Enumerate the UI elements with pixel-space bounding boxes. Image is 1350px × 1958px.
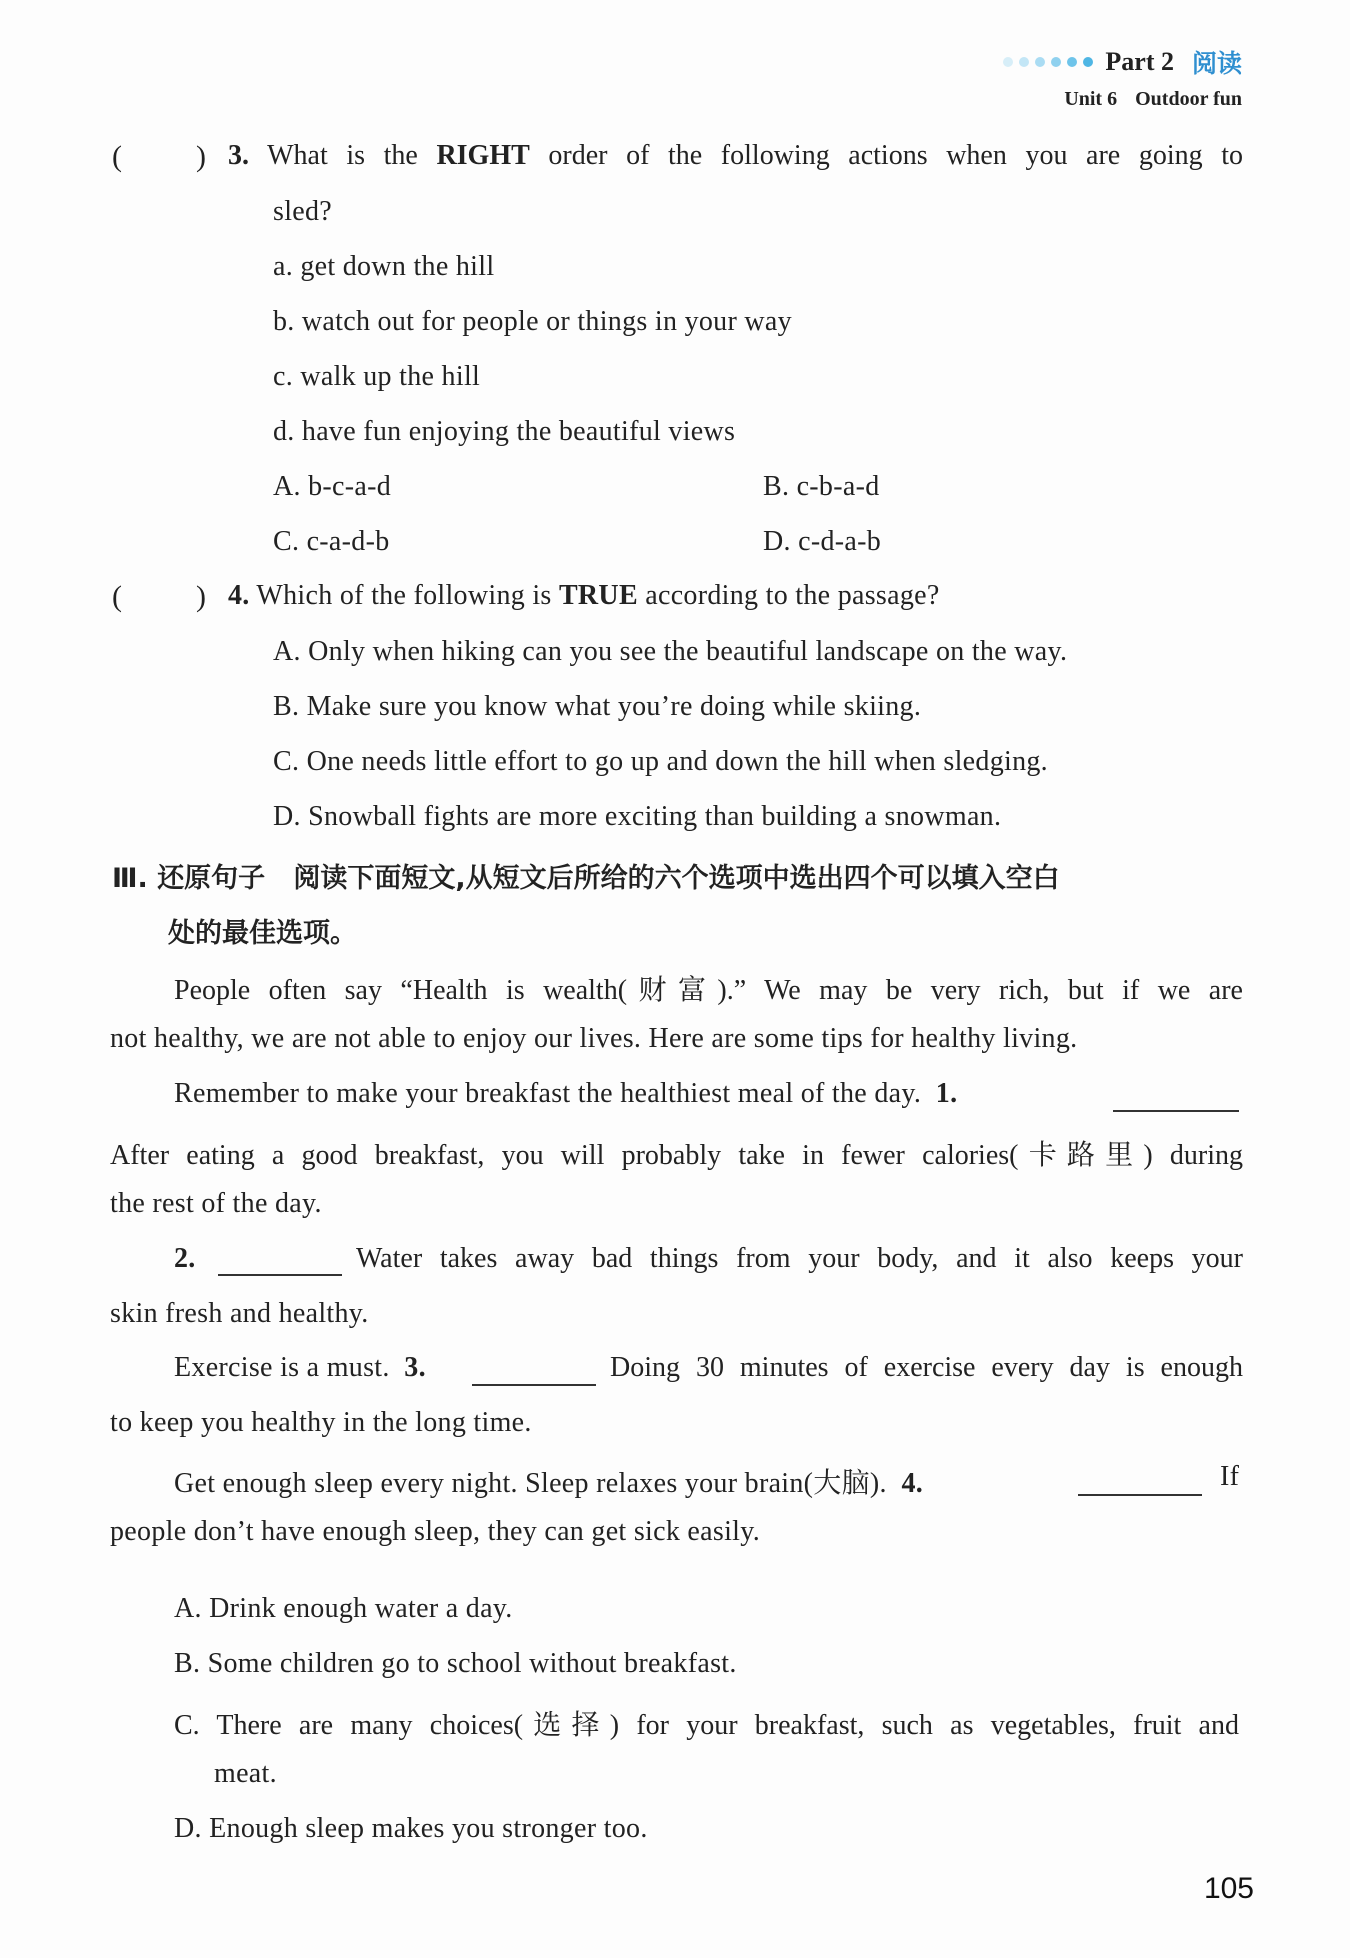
question-3-stem bbox=[228, 140, 1243, 172]
passage-text: Exercise is a must. bbox=[174, 1352, 390, 1383]
passage-text: ). bbox=[869, 1468, 887, 1499]
question-text: order of the following actions when you are going to bbox=[529, 140, 1243, 171]
option-a: A. b-c-a-d bbox=[273, 471, 392, 502]
passage-text: ).” We may be very rich, but if we are bbox=[717, 975, 1243, 1006]
option-c: C. c-a-d-b bbox=[273, 526, 390, 557]
passage-text: If bbox=[1220, 1461, 1240, 1492]
action-item: d. have fun enjoying the beautiful views bbox=[273, 416, 736, 447]
decorative-dots bbox=[1003, 57, 1093, 67]
option-d: D. c-d-a-b bbox=[763, 526, 882, 557]
passage-text: Remember to make your breakfast the healthiest meal of the day. bbox=[174, 1078, 922, 1109]
part-cn-label: 阅读 bbox=[1191, 49, 1242, 78]
choice-text: C. There are many choices( bbox=[174, 1710, 524, 1741]
section-instruction-cont: 处的最佳选项。 bbox=[168, 918, 357, 949]
section-instruction: 阅读下面短文,从短文后所给的六个选项中选出四个可以填入空白 bbox=[293, 863, 1060, 894]
blank-number: 4. bbox=[901, 1468, 924, 1499]
passage-line: skin fresh and healthy. bbox=[110, 1298, 369, 1329]
answer-blank-4[interactable] bbox=[1078, 1470, 1202, 1496]
question-text: according to the passage? bbox=[637, 580, 940, 611]
dot-icon bbox=[1035, 57, 1045, 67]
passage-line: not healthy, we are not able to enjoy our lives. Here are some tips for healthy living. bbox=[110, 1023, 1078, 1054]
passage-line bbox=[174, 1461, 923, 1501]
blank-number: 1. bbox=[935, 1078, 958, 1109]
question-number: 3. bbox=[228, 140, 249, 171]
page-header bbox=[1003, 44, 1242, 111]
blank-number: 2. bbox=[174, 1243, 196, 1274]
answer-blank-2[interactable] bbox=[218, 1250, 342, 1276]
passage-line: the rest of the day. bbox=[110, 1188, 322, 1219]
passage-text: After eating a good breakfast, you will probably take in fewer calories( bbox=[110, 1140, 1019, 1171]
unit-label: Unit 6 bbox=[1064, 88, 1118, 110]
passage-line bbox=[174, 968, 1243, 1008]
passage-text: People often say “Health is wealth( bbox=[174, 975, 628, 1006]
choice-c-cont: meat. bbox=[214, 1758, 277, 1789]
answer-paren-open: ( bbox=[112, 580, 122, 613]
choice-d: D. Enough sleep makes you stronger too. bbox=[174, 1813, 648, 1844]
passage-line: Water takes away bad things from your body, and it also keeps your bbox=[356, 1243, 1243, 1274]
action-item: b. watch out for people or things in your way bbox=[273, 306, 792, 337]
option-b: B. c-b-a-d bbox=[763, 471, 880, 502]
section-numeral: Ⅲ. bbox=[112, 863, 148, 894]
option-c: C. One needs little effort to go up and down the hill when sledging. bbox=[273, 746, 1048, 777]
option-b: B. Make sure you know what you’re doing while skiing. bbox=[273, 691, 922, 722]
option-a: A. Only when hiking can you see the beautiful landscape on the way. bbox=[273, 636, 1068, 667]
dot-icon bbox=[1019, 57, 1029, 67]
section-heading bbox=[112, 856, 1060, 895]
passage-text: Get enough sleep every night. Sleep relaxes your brain( bbox=[174, 1468, 814, 1499]
passage-text: ) during bbox=[1143, 1140, 1243, 1171]
gloss: 大脑 bbox=[813, 1466, 870, 1499]
passage-line bbox=[110, 1133, 1243, 1173]
passage-line: Doing 30 minutes of exercise every day is enough bbox=[610, 1352, 1243, 1383]
question-4-stem bbox=[228, 580, 940, 612]
dot-icon bbox=[1051, 57, 1061, 67]
page-number: 105 bbox=[1203, 1872, 1254, 1905]
gloss: 卡路里 bbox=[1018, 1138, 1144, 1171]
question-text: Which of the following is bbox=[256, 580, 559, 611]
dot-icon bbox=[1083, 57, 1093, 67]
unit-title: Outdoor fun bbox=[1135, 88, 1242, 110]
answer-paren-open: ( bbox=[112, 140, 122, 173]
unit-line bbox=[1003, 88, 1242, 111]
question-emphasis: RIGHT bbox=[436, 140, 530, 171]
gloss: 财富 bbox=[627, 973, 718, 1006]
question-text: What is the bbox=[267, 140, 437, 171]
answer-blank-1[interactable] bbox=[1113, 1086, 1239, 1112]
gloss: 选择 bbox=[523, 1708, 610, 1741]
passage-line: to keep you healthy in the long time. bbox=[110, 1407, 532, 1438]
action-item: c. walk up the hill bbox=[273, 361, 481, 392]
part-label: Part 2 bbox=[1105, 47, 1174, 76]
answer-blank-3[interactable] bbox=[472, 1360, 596, 1386]
action-item: a. get down the hill bbox=[273, 251, 495, 282]
passage-line: people don’t have enough sleep, they can get sick easily. bbox=[110, 1516, 761, 1547]
passage-line bbox=[174, 1078, 957, 1110]
answer-paren-close: ) bbox=[196, 580, 206, 613]
section-title: 还原句子 bbox=[157, 863, 266, 894]
option-d: D. Snowball fights are more exciting than building a snowman. bbox=[273, 801, 1002, 832]
choice-b: B. Some children go to school without breakfast. bbox=[174, 1648, 737, 1679]
question-emphasis: TRUE bbox=[558, 580, 638, 611]
passage-line bbox=[174, 1352, 426, 1384]
dot-icon bbox=[1067, 57, 1077, 67]
choice-a: A. Drink enough water a day. bbox=[174, 1593, 513, 1624]
answer-paren-close: ) bbox=[196, 140, 206, 173]
choice-text: ) for your breakfast, such as vegetables, fruit and bbox=[609, 1710, 1239, 1741]
question-number: 4. bbox=[228, 580, 250, 611]
blank-number: 3. bbox=[404, 1352, 426, 1383]
choice-c bbox=[174, 1703, 1239, 1743]
dot-icon bbox=[1003, 57, 1013, 67]
question-3-stem-cont: sled? bbox=[273, 196, 333, 227]
